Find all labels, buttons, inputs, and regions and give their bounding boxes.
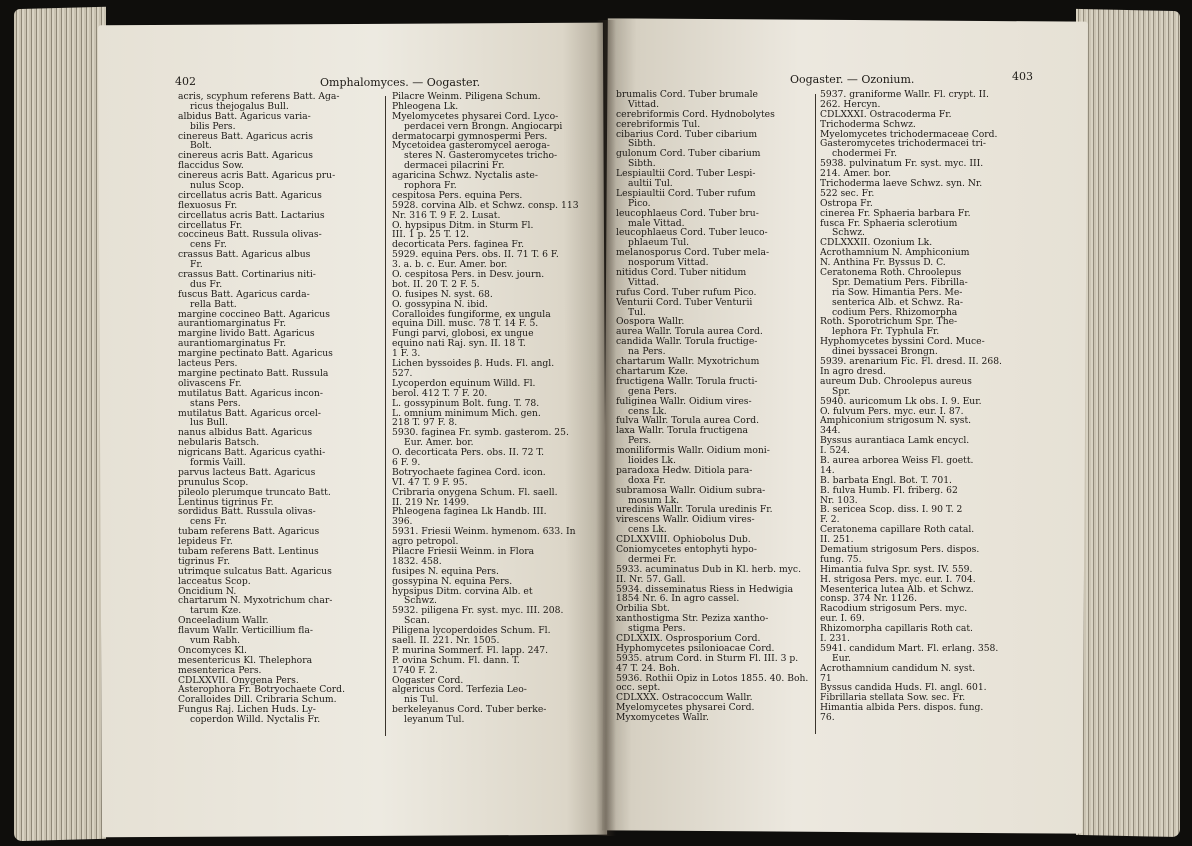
text-line: Pilacre Friesii Weinm. in Flora	[392, 546, 535, 557]
text-line: Lespiaultii Cord. Tuber Lespi-	[616, 169, 756, 180]
text-line: P. ovina Schum. Fl. dann. T.	[392, 655, 520, 666]
text-line: agro petropol.	[392, 537, 459, 547]
text-line: nitidus Cord. Tuber nitidum	[616, 268, 747, 278]
text-line: gossypina N. equina Pers.	[392, 576, 513, 587]
text-line: leucophlaeus Cord. Tuber leuco-	[616, 228, 768, 239]
text-line: 1740 F. 2.	[392, 665, 438, 676]
text-line: eur. I. 69.	[820, 614, 865, 625]
text-line: O. fulvum Pers. myc. eur. I. 87.	[820, 406, 964, 417]
left-page-number: 402	[175, 75, 196, 88]
text-line: margine coccineo Batt. Agaricus	[178, 309, 330, 320]
text-line: tigrinus Fr.	[178, 556, 230, 567]
text-line: 3. a. b. c. Eur. Amer. bor.	[392, 260, 508, 271]
text-line: 5931. Friesii Weinm. hymenom. 633. In	[392, 527, 576, 538]
text-line: Phleogena faginea Lk Handb. III.	[392, 507, 547, 518]
text-line: mesentericus Kl. Thelephora	[178, 655, 313, 666]
text-line: dermacei pilacrini Fr.	[404, 161, 505, 172]
text-line: 5939. arenarium Fic. Fl. dresd. II. 268.	[820, 357, 1002, 367]
text-line: na Pers.	[628, 347, 666, 358]
text-line: Ostropa Fr.	[820, 198, 873, 209]
text-line: utrimque sulcatus Batt. Agaricus	[178, 566, 332, 577]
text-line: CDLXXVIII. Ophiobolus Dub.	[616, 535, 751, 545]
text-line: Oncidium N.	[178, 586, 237, 597]
text-line: Byssus candida Huds. Fl. angl. 601.	[820, 683, 987, 694]
text-line: 522 sec. Fr.	[820, 188, 875, 199]
text-line: agaricina Schwz. Nyctalis aste-	[392, 171, 538, 182]
text-line: Coralloides Dill. Cribraria Schum.	[178, 695, 337, 706]
text-line: L. omnium minimum Mich. gen.	[392, 408, 541, 419]
text-line: I. 231.	[820, 633, 850, 644]
text-line: In agro dresd.	[820, 366, 886, 377]
text-line: nebularis Batsch.	[178, 438, 260, 449]
text-line: Acrothamnium candidum N. syst.	[820, 663, 976, 674]
text-line: lephora Fr. Typhula Fr.	[832, 327, 940, 338]
text-line: Spr. Dematium Pers. Fibrilla-	[832, 277, 968, 288]
text-line: fuscus Batt. Agaricus carda-	[178, 289, 310, 300]
right-page-edges	[1076, 9, 1180, 837]
text-line: Sibth.	[628, 159, 656, 170]
text-line: 47 T. 24. Boh.	[616, 663, 680, 674]
text-line: Coniomycetes entophyti hypo-	[616, 544, 757, 555]
text-line: margine pectinato Batt. Agaricus	[178, 349, 333, 360]
text-line: B. barbata Engl. Bot. T. 701.	[820, 475, 952, 486]
text-line: Botryochaete faginea Cord. icon.	[392, 467, 546, 478]
text-line: Nr. 103.	[820, 495, 858, 506]
text-line: lus Bull.	[190, 418, 228, 429]
text-line: 76.	[820, 713, 835, 723]
text-line: Roth. Sporotrichum Spr. The-	[820, 317, 958, 328]
text-line: 5929. equina Pers. obs. II. 71 T. 6 F.	[392, 250, 559, 261]
text-line: Rhizomorpha capillaris Roth cat.	[820, 624, 973, 634]
text-line: lioides Lk.	[628, 455, 676, 466]
text-line: codium Pers. Rhizomorpha	[832, 307, 958, 318]
text-line: leucophlaeus Cord. Tuber bru-	[616, 208, 759, 219]
text-line: H. strigosa Pers. myc. eur. I. 704.	[820, 574, 976, 585]
text-line: xanthostigma Str. Peziza xantho-	[616, 614, 769, 625]
text-line: III. 1 p. 25 T. 12.	[392, 230, 470, 241]
text-line: Venturii Cord. Tuber Venturii	[616, 297, 753, 308]
text-line: chartarum Kze.	[616, 366, 689, 377]
text-line: Oncomyces Kl.	[178, 645, 247, 656]
text-line: crassus Batt. Agaricus albus	[178, 250, 311, 261]
text-line: Coralloides fungiforme, ex ungula	[392, 309, 551, 320]
text-line: Fungus Raj. Lichen Huds. Ly-	[178, 705, 316, 716]
left-page-column-1	[178, 92, 383, 725]
text-line: rufus Cord. Tuber rufum Pico.	[616, 287, 757, 298]
text-line: Acrothamnium N. Amphiconium	[820, 248, 970, 259]
text-line: 396.	[392, 517, 413, 528]
text-line: lepideus Fr.	[178, 537, 233, 547]
text-line: Myelomycetes physarei Cord. Lyco-	[392, 111, 559, 122]
text-line: formis Vaill.	[190, 457, 246, 468]
text-line: margine pectinato Batt. Russula	[178, 368, 329, 379]
text-line: tubam referens Batt. Agaricus	[178, 527, 320, 538]
text-line: 5936. Rothii Opiz in Lotos 1855. 40. Boh.	[616, 673, 809, 684]
text-line: aultii Tul.	[628, 179, 673, 189]
text-line: fuliginea Wallr. Oidium vires-	[616, 396, 752, 407]
text-line: Myxomycetes Wallr.	[616, 713, 709, 723]
text-line: circellatus acris Batt. Lactarius	[178, 210, 325, 221]
text-line: prunulus Scop.	[178, 477, 249, 488]
text-line: margine livido Batt. Agaricus	[178, 329, 315, 340]
text-line: rophora Fr.	[404, 181, 457, 191]
text-line: 5940. auricomum Lk obs. I. 9. Eur.	[820, 396, 982, 407]
text-line: Lentinus tigrinus Fr.	[178, 497, 274, 508]
text-line: CDLXXXII. Ozonium Lk.	[820, 238, 933, 249]
text-line: circellatus acris Batt. Agaricus	[178, 190, 322, 201]
text-line: cens Fr.	[190, 517, 227, 528]
text-line: Eur. Amer. bor.	[404, 438, 474, 449]
text-line: consp. 374 Nr. 1126.	[820, 594, 918, 605]
text-line: candida Wallr. Torula fructige-	[616, 337, 758, 348]
text-line: equina Dill. musc. 78 T. 14 F. 5.	[392, 319, 539, 330]
text-line: cens Lk.	[628, 525, 667, 536]
text-line: decorticata Pers. faginea Fr.	[392, 240, 525, 251]
text-line: sordidus Batt. Russula olivas-	[178, 507, 316, 518]
left-column-rule	[385, 96, 386, 736]
text-line: virescens Wallr. Oidium vires-	[616, 515, 755, 526]
text-line: saell. II. 221. Nr. 1505.	[392, 635, 500, 646]
text-line: doxa Fr.	[628, 475, 666, 486]
text-line: flaccidus Sow.	[178, 161, 244, 172]
text-line: Oogaster Cord.	[392, 675, 464, 686]
text-line: parvus lacteus Batt. Agaricus	[178, 467, 316, 478]
text-line: 5933. acuminatus Dub in Kl. herb. myc.	[616, 564, 801, 575]
text-line: 218 T. 97 F. 8.	[392, 418, 458, 429]
text-line: laxa Wallr. Torula fructigena	[616, 426, 749, 437]
text-line: cinereus acris Batt. Agaricus	[178, 151, 313, 162]
text-line: Himantia fulva Spr. syst. IV. 559.	[820, 564, 973, 575]
right-column-rule	[815, 94, 816, 734]
text-line: Dematium strigosum Pers. dispos.	[820, 544, 980, 555]
text-line: 1854 Nr. 6. In agro cassel.	[616, 594, 740, 605]
text-line: fusipes N. equina Pers.	[392, 566, 499, 577]
text-line: Cribraria onygena Schum. Fl. saell.	[392, 487, 558, 498]
text-line: B. sericea Scop. diss. I. 90 T. 2	[820, 505, 963, 516]
left-page-column-2	[392, 92, 597, 725]
text-line: chartarum N. Myxotrichum char-	[178, 596, 333, 607]
text-line: Hyphomycetes byssini Cord. Muce-	[820, 337, 985, 348]
text-line: B. fulva Humb. Fl. friberg. 62	[820, 485, 958, 496]
text-line: Pilacre Weinm. Piligena Schum.	[392, 92, 541, 102]
text-line: mosum Lk.	[628, 495, 680, 506]
text-line: melanosporus Cord. Tuber mela-	[616, 248, 770, 259]
text-line: tubam referens Batt. Lentinus	[178, 546, 319, 557]
text-line: circellatus Fr.	[178, 220, 243, 231]
text-line: Eur.	[832, 653, 851, 664]
text-line: Trichoderma laeve Schwz. syn. Nr.	[820, 179, 983, 189]
text-line: Fibrillaria stellata Sow. sec. Fr.	[820, 693, 966, 704]
text-line: O. decorticata Pers. obs. II. 72 T.	[392, 448, 545, 458]
text-line: mutilatus Batt. Agaricus incon-	[178, 388, 323, 399]
text-line: Fungi parvi, globosi, ex ungue	[392, 329, 534, 340]
text-line: paradoxa Hedw. Ditiola para-	[616, 465, 753, 476]
text-line: berkeleyanus Cord. Tuber berke-	[392, 705, 547, 716]
text-line: 344.	[820, 426, 841, 437]
text-line: lacteus Pers.	[178, 359, 238, 369]
text-line: Nr. 316 T. 9 F. 2. Lusat.	[392, 210, 501, 221]
text-line: pileolo plerumque truncato Batt.	[178, 487, 331, 498]
text-line: cinereus acris Batt. Agaricus pru-	[178, 171, 336, 182]
text-line: Myelomycetes physarei Cord.	[616, 703, 755, 714]
text-line: flavum Wallr. Verticillium fla-	[178, 626, 313, 636]
text-line: steres N. Gasteromycetes tricho-	[404, 151, 558, 162]
text-line: N. Anthina Fr. Byssus D. C.	[820, 258, 946, 269]
text-line: CDLXXX. Ostracoccum Wallr.	[616, 693, 753, 704]
text-line: nulus Scop.	[190, 181, 245, 191]
text-line: Ceratonema capillare Roth catal.	[820, 525, 975, 536]
text-line: Lespiaultii Cord. Tuber rufum	[616, 188, 756, 199]
text-line: coperdon Willd. Nyctalis Fr.	[190, 715, 321, 725]
text-line: CDLXXVII. Onygena Pers.	[178, 675, 299, 686]
text-line: cens Fr.	[190, 240, 227, 251]
text-line: acris, scyphum referens Batt. Aga-	[178, 92, 340, 102]
text-line: rella Batt.	[190, 299, 237, 310]
text-line: coccineus Batt. Russula olivas-	[178, 230, 322, 241]
text-line: lacceatus Scop.	[178, 576, 251, 587]
text-line: moniliformis Wallr. Oidium moni-	[616, 446, 770, 456]
text-line: 14.	[820, 465, 835, 476]
text-line: brumalis Cord. Tuber brumale	[616, 90, 758, 100]
text-line: 527.	[392, 368, 413, 379]
text-line: 71	[820, 673, 832, 684]
text-line: gena Pers.	[628, 386, 677, 397]
text-line: F. 2.	[820, 515, 840, 526]
text-line: olivascens Fr.	[178, 378, 242, 389]
right-page-column-1	[616, 90, 812, 723]
text-line: I. 524.	[820, 446, 850, 456]
text-line: B. aurea arborea Weiss Fl. goett.	[820, 455, 974, 466]
text-line: VI. 47 T. 9 F. 95.	[392, 477, 468, 488]
text-line: tarum Kze.	[190, 606, 242, 617]
text-line: cinerea Fr. Sphaeria barbara Fr.	[820, 208, 971, 219]
text-line: CDLXXIX. Osprosporium Cord.	[616, 633, 761, 644]
text-line: 5934. disseminatus Riess in Hedwigia	[616, 584, 794, 595]
text-line: Onceeladium Wallr.	[178, 616, 269, 627]
text-line: mutilatus Batt. Agaricus orcel-	[178, 408, 321, 419]
text-line: occ. sept.	[616, 683, 661, 694]
text-line: fusca Fr. Sphaeria sclerotium	[820, 218, 958, 229]
text-line: Vittad.	[628, 277, 660, 288]
text-line: leyanum Tul.	[404, 715, 465, 725]
text-line: Orbilia Sbt.	[616, 604, 670, 615]
text-line: algericus Cord. Terfezia Leo-	[392, 685, 527, 696]
book-gutter	[596, 20, 616, 836]
text-line: nanus albidus Batt. Agaricus	[178, 428, 313, 439]
text-line: gulonum Cord. Tuber cibarium	[616, 149, 761, 160]
text-line: aureum Dub. Chroolepus aureus	[820, 376, 972, 387]
text-line: Racodium strigosum Pers. myc.	[820, 604, 968, 615]
text-line: flexuosus Fr.	[178, 200, 238, 211]
text-line: Himantia albida Pers. dispos. fung.	[820, 703, 984, 714]
text-line: phlaeum Tul.	[628, 238, 690, 249]
text-line: subramosa Wallr. Oidium subra-	[616, 485, 766, 496]
text-line: senterica Alb. et Schwz. Ra-	[832, 297, 964, 308]
text-line: CDLXXXI. Ostracoderma Fr.	[820, 109, 952, 120]
text-line: Tul.	[628, 307, 646, 318]
text-line: Pico.	[628, 198, 651, 209]
text-line: bilis Pers.	[190, 121, 236, 132]
text-line: P. murina Sommerf. Fl. lapp. 247.	[392, 645, 549, 656]
text-line: 5930. faginea Fr. symb. gasterom. 25.	[392, 428, 569, 439]
text-line: Phleogena Lk.	[392, 101, 459, 112]
text-line: II. 251.	[820, 535, 854, 545]
right-page-column-2	[820, 90, 1016, 723]
text-line: mesenterica Pers.	[178, 665, 262, 676]
text-line: 1832. 458.	[392, 556, 442, 567]
text-line: cens Lk.	[628, 406, 667, 417]
text-line: O. cespitosa Pers. in Desv. journ.	[392, 270, 545, 280]
text-line: O. gossypina N. ibid.	[392, 299, 488, 310]
text-line: nigricans Batt. Agaricus cyathi-	[178, 448, 326, 458]
text-line: crassus Batt. Cortinarius niti-	[178, 270, 316, 280]
text-line: 5941. candidum Mart. Fl. erlang. 358.	[820, 643, 999, 654]
text-line: cerebriformis Tul.	[616, 119, 701, 130]
text-line: berol. 412 T. 7 F. 20.	[392, 388, 488, 399]
text-line: L. gossypinum Bolt. fung. T. 78.	[392, 398, 540, 409]
text-line: Scan.	[404, 616, 430, 627]
text-line: albidus Batt. Agaricus varia-	[178, 111, 311, 122]
text-line: Myelomycetes trichodermaceae Cord.	[820, 129, 998, 140]
text-line: Oospora Wallr.	[616, 317, 685, 328]
text-line: Ceratonema Roth. Chroolepus	[820, 268, 962, 278]
right-running-head: Oogaster. — Ozonium.	[790, 73, 915, 86]
text-line: II. 219 Nr. 1499.	[392, 497, 470, 508]
right-page-number: 403	[1012, 70, 1033, 83]
text-line: Fr.	[190, 260, 203, 271]
text-line: O. fusipes N. syst. 68.	[392, 289, 493, 300]
text-line: Gasteromycetes trichodermacei tri-	[820, 139, 986, 150]
text-line: Sibth.	[628, 139, 656, 150]
text-line: chartarum Wallr. Myxotrichum	[616, 357, 760, 367]
text-line: Vittad.	[628, 99, 660, 110]
text-line: Mesenterica lutea Alb. et Schwz.	[820, 584, 974, 595]
text-line: Byssus aurantiaca Lamk encycl.	[820, 436, 970, 447]
text-line: 214. Amer. bor.	[820, 169, 892, 180]
text-line: Schwz.	[404, 596, 437, 607]
text-line: fung. 75.	[820, 554, 862, 565]
text-line: Lycoperdon equinum Willd. Fl.	[392, 378, 536, 389]
text-line: 262. Hercyn.	[820, 99, 881, 110]
text-line: ricus thejogalus Bull.	[190, 101, 289, 112]
text-line: Asterophora Fr. Botryochaete Cord.	[178, 685, 345, 696]
text-line: 5938. pulvinatum Fr. syst. myc. III.	[820, 159, 984, 170]
text-line: cespitosa Pers. equina Pers.	[392, 190, 523, 201]
text-line: 5928. corvina Alb. et Schwz. consp. 113	[392, 200, 579, 211]
text-line: Hyphomycetes psilonioacae Cord.	[616, 643, 775, 654]
text-line: fructigena Wallr. Torula fructi-	[616, 376, 758, 387]
text-line: 5935. atrum Cord. in Sturm Fl. III. 3 p.	[616, 653, 799, 664]
text-line: stigma Pers.	[628, 624, 686, 634]
text-line: 5932. piligena Fr. syst. myc. III. 208.	[392, 606, 564, 617]
text-line: Piligena lycoperdoides Schum. Fl.	[392, 626, 551, 636]
text-line: Amphiconium strigosum N. syst.	[820, 416, 972, 427]
text-line: 6 F. 9.	[392, 457, 421, 468]
text-line: Trichoderma Schwz.	[820, 119, 916, 130]
text-line: O. hypsipus Ditm. in Sturm Fl.	[392, 220, 534, 231]
text-line: dus Fr.	[190, 279, 223, 290]
text-line: cibarius Cord. Tuber cibarium	[616, 129, 758, 140]
text-line: cinereus Batt. Agaricus acris	[178, 131, 313, 142]
text-line: ria Sow. Himantia Pers. Me-	[832, 287, 963, 298]
text-line: aurantiomarginatus Fr.	[178, 319, 287, 330]
text-line: Bolt.	[190, 141, 212, 152]
left-running-head: Omphalomyces. — Oogaster.	[320, 76, 481, 89]
text-line: 1 F. 3.	[392, 349, 421, 360]
text-line: 5937. graniforme Wallr. Fl. crypt. II.	[820, 90, 989, 100]
text-line: perdacei vern Brongn. Angiocarpi	[404, 121, 563, 132]
text-line: stans Pers.	[190, 398, 241, 409]
left-page-edges	[14, 7, 106, 841]
text-line: dinei byssacei Brongn.	[832, 347, 938, 358]
text-line: fulva Wallr. Torula aurea Cord.	[616, 416, 760, 427]
text-line: dermei Fr.	[628, 554, 677, 565]
text-line: hypsipus Ditm. corvina Alb. et	[392, 586, 533, 597]
text-line: aurantiomarginatus Fr.	[178, 339, 287, 350]
text-line: chodermei Fr.	[832, 149, 897, 160]
text-line: cerebriformis Cord. Hydnobolytes	[616, 109, 775, 120]
text-line: Spr.	[832, 386, 851, 397]
text-line: equino nati Raj. syn. II. 18 T.	[392, 339, 526, 350]
text-line: II. Nr. 57. Gall.	[616, 574, 686, 585]
text-line: Lichen byssoides β. Huds. Fl. angl.	[392, 359, 555, 369]
text-line: male Vittad.	[628, 218, 685, 229]
text-line: vum Rabh.	[190, 635, 241, 646]
text-line: aurea Wallr. Torula aurea Cord.	[616, 327, 763, 338]
text-line: bot. II. 20 T. 2 F. 5.	[392, 279, 480, 290]
text-line: Schwz.	[832, 228, 865, 239]
text-line: Pers.	[628, 436, 652, 447]
text-line: nis Tul.	[404, 695, 439, 706]
text-line: dermatocarpi gymnospermi Pers.	[392, 131, 548, 142]
text-line: Mycetoidea gasteromycel aeroga-	[392, 141, 550, 152]
text-line: uredinis Wallr. Torula uredinis Fr.	[616, 505, 773, 516]
text-line: nosporum Vittad.	[628, 258, 709, 269]
